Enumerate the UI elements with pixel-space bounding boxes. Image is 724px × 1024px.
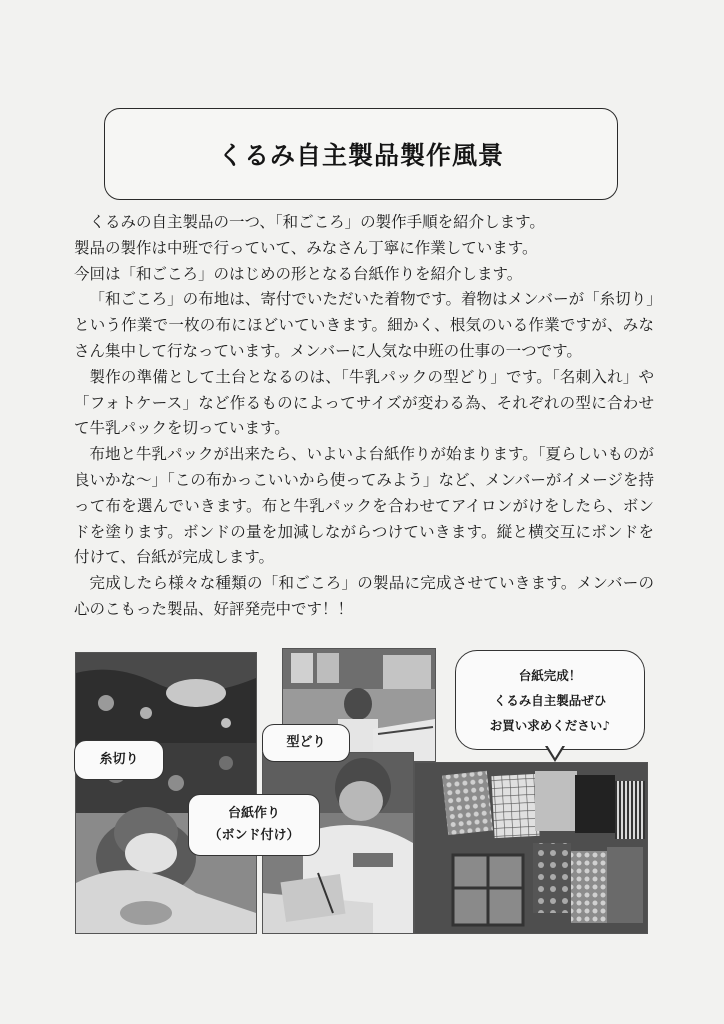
label-katadori	[262, 724, 350, 762]
label-daishi-line1: 台紙作り	[227, 806, 280, 821]
paragraph-intro-2: 製品の製作は中班で行っていて、みなさん丁寧に作業しています。	[74, 238, 538, 257]
title-box	[104, 108, 618, 200]
bubble-line2: くるみ自主製品ぜひ	[493, 692, 607, 708]
paragraph-intro: くるみの自主製品の一つ、「和ごころ」の製作手順を紹介します。	[89, 213, 545, 231]
paragraph-products: 完成したら様々な種類の「和ごころ」の製品に完成させていきます。メンバーの心のこもった製品、好評発売中です！！	[74, 574, 654, 618]
photo-itokiri	[75, 652, 257, 934]
paragraph-intro-3: 今回は「和ごころ」のはじめの形となる台紙作りを紹介します。	[74, 264, 523, 283]
bubble-line1: 台紙完成！	[518, 667, 582, 683]
speech-bubble-tail	[545, 746, 565, 762]
label-itokiri	[74, 740, 164, 780]
page-title: くるみ自主製品製作風景	[217, 141, 504, 170]
photo-finished-boards	[414, 762, 648, 934]
bubble-line3: お買い求めください♪	[489, 717, 611, 733]
paragraph-milk-carton: 製作の準備として土台となるのは、「牛乳パックの型どり」です。「名刺入れ」や「フォトケース」など作るものによってサイズが変わる為、それぞれの型に合わせて牛乳パックを切っています。	[74, 367, 654, 438]
label-katadori-text: 型どり	[286, 735, 326, 750]
article-body	[74, 210, 654, 623]
paragraph-board-making: 布地と牛乳パックが出来たら、いよいよ台紙作りが始まります。「夏らしいものが良いかな～」「この布かっこいいから使ってみよう」など、メンバーがイメージを持って布を選んでいきます。布と牛乳パックを合わせてアイロンがけをしたら、ボンドを塗ります。ボンドの量を加減しながらつけていきます。縦と横交互にボンドを付けて、台紙が完成します。	[74, 445, 655, 567]
label-itokiri-text: 糸切り	[99, 752, 139, 767]
paragraph-fabric: 「和ごころ」の布地は、寄付でいただいた着物です。着物はメンバーが「糸切り」という作業で一枚の布にほどいていきます。細かく、根気のいる作業ですが、みなさん集中して行なっています。メンバーに人気な中班の仕事の一つです。	[74, 290, 654, 360]
speech-bubble	[455, 650, 645, 750]
label-daishi-line2: （ボンド付け）	[208, 828, 300, 843]
label-daishi-zukuri	[188, 794, 320, 856]
